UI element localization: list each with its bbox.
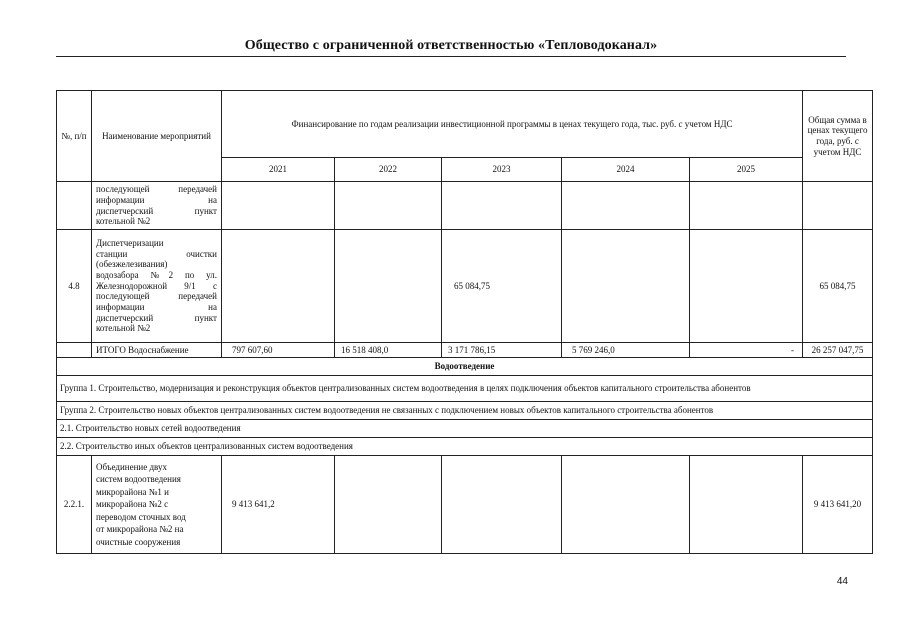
cell-empty — [690, 182, 803, 230]
cell-description — [92, 456, 222, 554]
head-year: 2023 — [442, 158, 562, 182]
cell-empty — [690, 456, 803, 554]
cell-empty — [562, 182, 690, 230]
cell-empty — [690, 230, 803, 343]
cell-description — [92, 182, 222, 230]
table-row-2-2-1 — [57, 456, 873, 554]
desc-line: станции очистки — [96, 248, 217, 259]
cell-empty — [442, 456, 562, 554]
cell-empty — [335, 456, 442, 554]
desc-line: (обезжелезивания) — [96, 259, 168, 270]
cell-itogo-2024: 5 769 246,0 — [562, 343, 690, 358]
cell-itogo-label: ИТОГО Водоснабжение — [92, 343, 222, 358]
table-head-row — [57, 91, 873, 158]
head-year: 2024 — [562, 158, 690, 182]
head-num: №, п/п — [57, 91, 92, 182]
cell-empty — [335, 230, 442, 343]
table-row-continuation — [57, 182, 873, 230]
desc-line: информации на — [96, 194, 217, 205]
head-total: Общая сумма в ценах текущего года, руб. с учетом НДС — [803, 91, 873, 182]
cell-value-2023: 65 084,75 — [442, 230, 562, 343]
head-year: 2021 — [222, 158, 335, 182]
desc-line: последующей передачей — [96, 184, 217, 195]
document-header-title: Общество с ограниченной ответственностью «Тепловодоканал» — [244, 38, 658, 53]
desc-line: Диспетчеризации — [96, 237, 164, 248]
cell-empty — [57, 343, 92, 358]
desc-line: водозабора №2 по ул. — [96, 269, 217, 280]
header-rule — [56, 56, 846, 57]
cell-value-2021: 9 413 641,2 — [222, 456, 335, 554]
cell-num — [57, 182, 92, 230]
desc-line: Объединение двух — [96, 461, 167, 472]
desc-line: диспетчерский пункт — [96, 205, 217, 216]
subgroup-2-1-label: 2.1. Строительство новых сетей водоотведения — [57, 420, 873, 438]
desc-line: котельной №2 — [96, 323, 151, 334]
cell-empty — [803, 182, 873, 230]
cell-itogo-2025: - — [690, 343, 803, 358]
cell-num: 4.8 — [57, 230, 92, 343]
group-2-label: Группа 2. Строительство новых объектов централизованных систем водоотведения не связанных с подключением новых объектов капитального строительства абонентов — [57, 402, 873, 420]
desc-line: систем водоотведения — [96, 474, 181, 485]
investment-program-table — [56, 90, 873, 554]
cell-itogo-2021: 797 607,60 — [222, 343, 335, 358]
desc-line: последующей передачей — [96, 291, 217, 302]
section-title-vodootvedenie: Водоотведение — [57, 358, 873, 376]
table-row-4-8 — [57, 230, 873, 343]
desc-line: микрорайона №2 с — [96, 499, 169, 510]
cell-empty — [222, 182, 335, 230]
cell-empty — [335, 182, 442, 230]
desc-line: Железнодорожной 9/1 с — [96, 280, 217, 291]
table-row-itogo — [57, 343, 873, 358]
cell-itogo-total: 26 257 047,75 — [803, 343, 873, 358]
head-year: 2025 — [690, 158, 803, 182]
cell-empty — [562, 456, 690, 554]
page-number: 44 — [836, 576, 848, 587]
table-group-row — [57, 376, 873, 402]
desc-line: котельной №2 — [96, 216, 151, 227]
cell-empty — [222, 230, 335, 343]
desc-line: переводом сточных вод — [96, 511, 186, 522]
cell-total: 9 413 641,20 — [803, 456, 873, 554]
subgroup-2-2-label: 2.2. Строительство иных объектов централизованных систем водоотведения — [57, 438, 873, 456]
cell-empty — [562, 230, 690, 343]
cell-total: 65 084,75 — [803, 230, 873, 343]
cell-description — [92, 230, 222, 343]
table-subgroup-row — [57, 438, 873, 456]
cell-empty — [442, 182, 562, 230]
table-subgroup-row — [57, 420, 873, 438]
head-financing: Финансирование по годам реализации инвестиционной программы в ценах текущего года, тыс. руб. с учетом НДС — [222, 91, 803, 158]
cell-itogo-2023: 3 171 786,15 — [442, 343, 562, 358]
desc-line: диспетчерский пункт — [96, 312, 217, 323]
cell-itogo-2022: 16 518 408,0 — [335, 343, 442, 358]
table-group-row — [57, 402, 873, 420]
desc-line: микрорайона №1 и — [96, 486, 169, 497]
group-1-label: Группа 1. Строительство, модернизация и реконструкция объектов централизованных систем водоотведения в целях подключения объектов капитального строительства абонентов — [57, 376, 873, 402]
desc-line: очистные сооружения — [96, 536, 181, 547]
head-name: Наименование мероприятий — [92, 91, 222, 182]
table-section-row — [57, 358, 873, 376]
desc-line: от микрорайона №2 на — [96, 524, 184, 535]
head-year: 2022 — [335, 158, 442, 182]
cell-num: 2.2.1. — [57, 456, 92, 554]
desc-line: информации на — [96, 302, 217, 313]
